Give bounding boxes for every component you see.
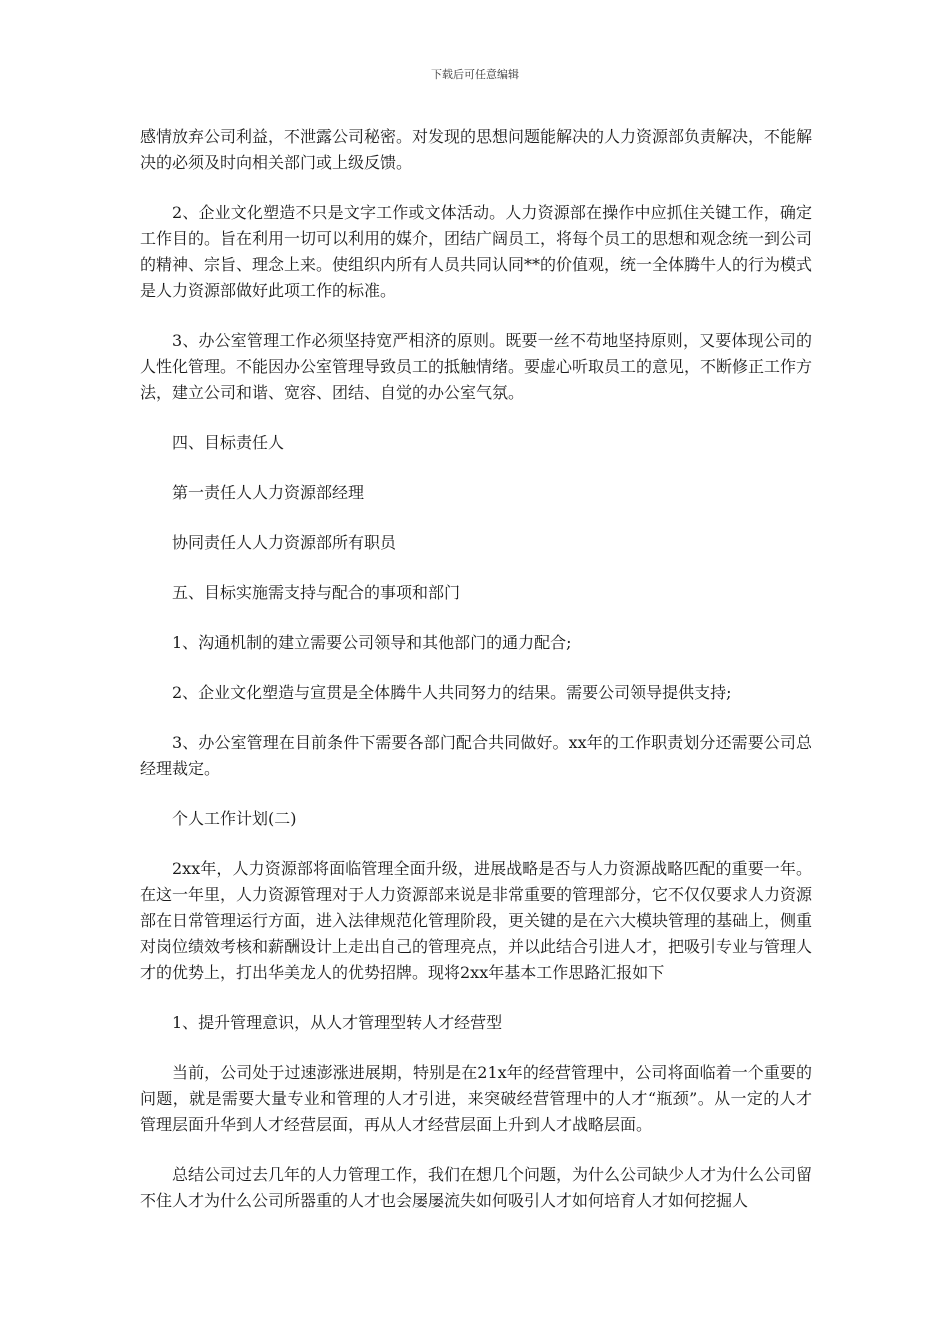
paragraph-office-management: 3、办公室管理工作必须坚持宽严相济的原则。既要一丝不苟地坚持原则，又要体现公司的人性化管理。不能因办公室管理导致员工的抵触情绪。要虚心听取员工的意见，不断修正工作方法，建立公司和谐、宽容、团结、自觉的办公室气氛。 xyxy=(140,331,813,402)
list-item-office-cooperation: 3、办公室管理在目前条件下需要各部门配合共同做好。xx年的工作职责划分还需要公司总经理裁定。 xyxy=(140,733,812,778)
paragraph-talent-bottleneck: 当前，公司处于过速澎涨进展期，特别是在21x年的经营管理中，公司将面临着一个重要的问题，就是需要大量专业和管理的人才引进，来突破经营管理中的人才“瓶颈”。从一定的人才管理层面升华到人才经营层面，再从人才经营层面上升到人才战略层面。 xyxy=(140,1063,812,1134)
paragraph-corporate-culture: 2、企业文化塑造不只是文字工作或文体活动。人力资源部在操作中应抓住关键工作，确定工作目的。旨在利用一切可以利用的媒介，团结广阔员工，将每个员工的思想和观念统一到公司的精神、宗旨、理念上来。使组织内所有人员共同认同**的价值观，统一全体腾牛人的行为模式是人力资源部做好此项工作的标准。 xyxy=(140,203,813,300)
list-item-communication: 1、沟通机制的建立需要公司领导和其他部门的通力配合; xyxy=(172,633,572,652)
paragraph-hr-upgrade: 2xx年，人力资源部将面临管理全面升级，进展战略是否与人力资源战略匹配的重要一年。在这一年里，人力资源管理对于人力资源部来说是非常重要的管理部分，它不仅仅要求人力资源部在日常管理运行方面，进入法律规范化管理阶段，更关键的是在六大模块管理的基础上，侧重对岗位绩效考核和薪酬设计上走出自己的管理亮点，并以此结合引进人才，把吸引专业与管理人才的优势上，打出华美龙人的优势招牌。现将2xx年基本工作思路汇报如下 xyxy=(140,859,813,982)
document-body xyxy=(140,124,812,1238)
section-heading-support: 五、目标实施需支持与配合的事项和部门 xyxy=(172,583,461,602)
section-title-work-plan-2: 个人工作计划(二) xyxy=(172,809,297,828)
paragraph-confidentiality: 感情放弃公司利益，不泄露公司秘密。对发现的思想问题能解决的人力资源部负责解决，不能解决的必须及时向相关部门或上级反馈。 xyxy=(140,127,813,172)
section-heading-responsible-persons: 四、目标责任人 xyxy=(172,433,285,452)
paragraph-review-questions: 总结公司过去几年的人力管理工作，我们在想几个问题，为什么公司缺少人才为什么公司留不住人才为什么公司所器重的人才也会屡屡流失如何吸引人才如何培育人才如何挖掘人 xyxy=(140,1165,813,1210)
list-item-culture-promotion: 2、企业文化塑造与宣贯是全体腾牛人共同努力的结果。需要公司领导提供支持; xyxy=(172,683,732,702)
paragraph-co-responsible: 协同责任人人力资源部所有职员 xyxy=(172,533,397,552)
list-item-management-awareness: 1、提升管理意识，从人才管理型转人才经营型 xyxy=(172,1013,503,1032)
page-header: 下载后可任意编辑 xyxy=(431,68,519,81)
paragraph-first-responsible: 第一责任人人力资源部经理 xyxy=(172,483,365,502)
